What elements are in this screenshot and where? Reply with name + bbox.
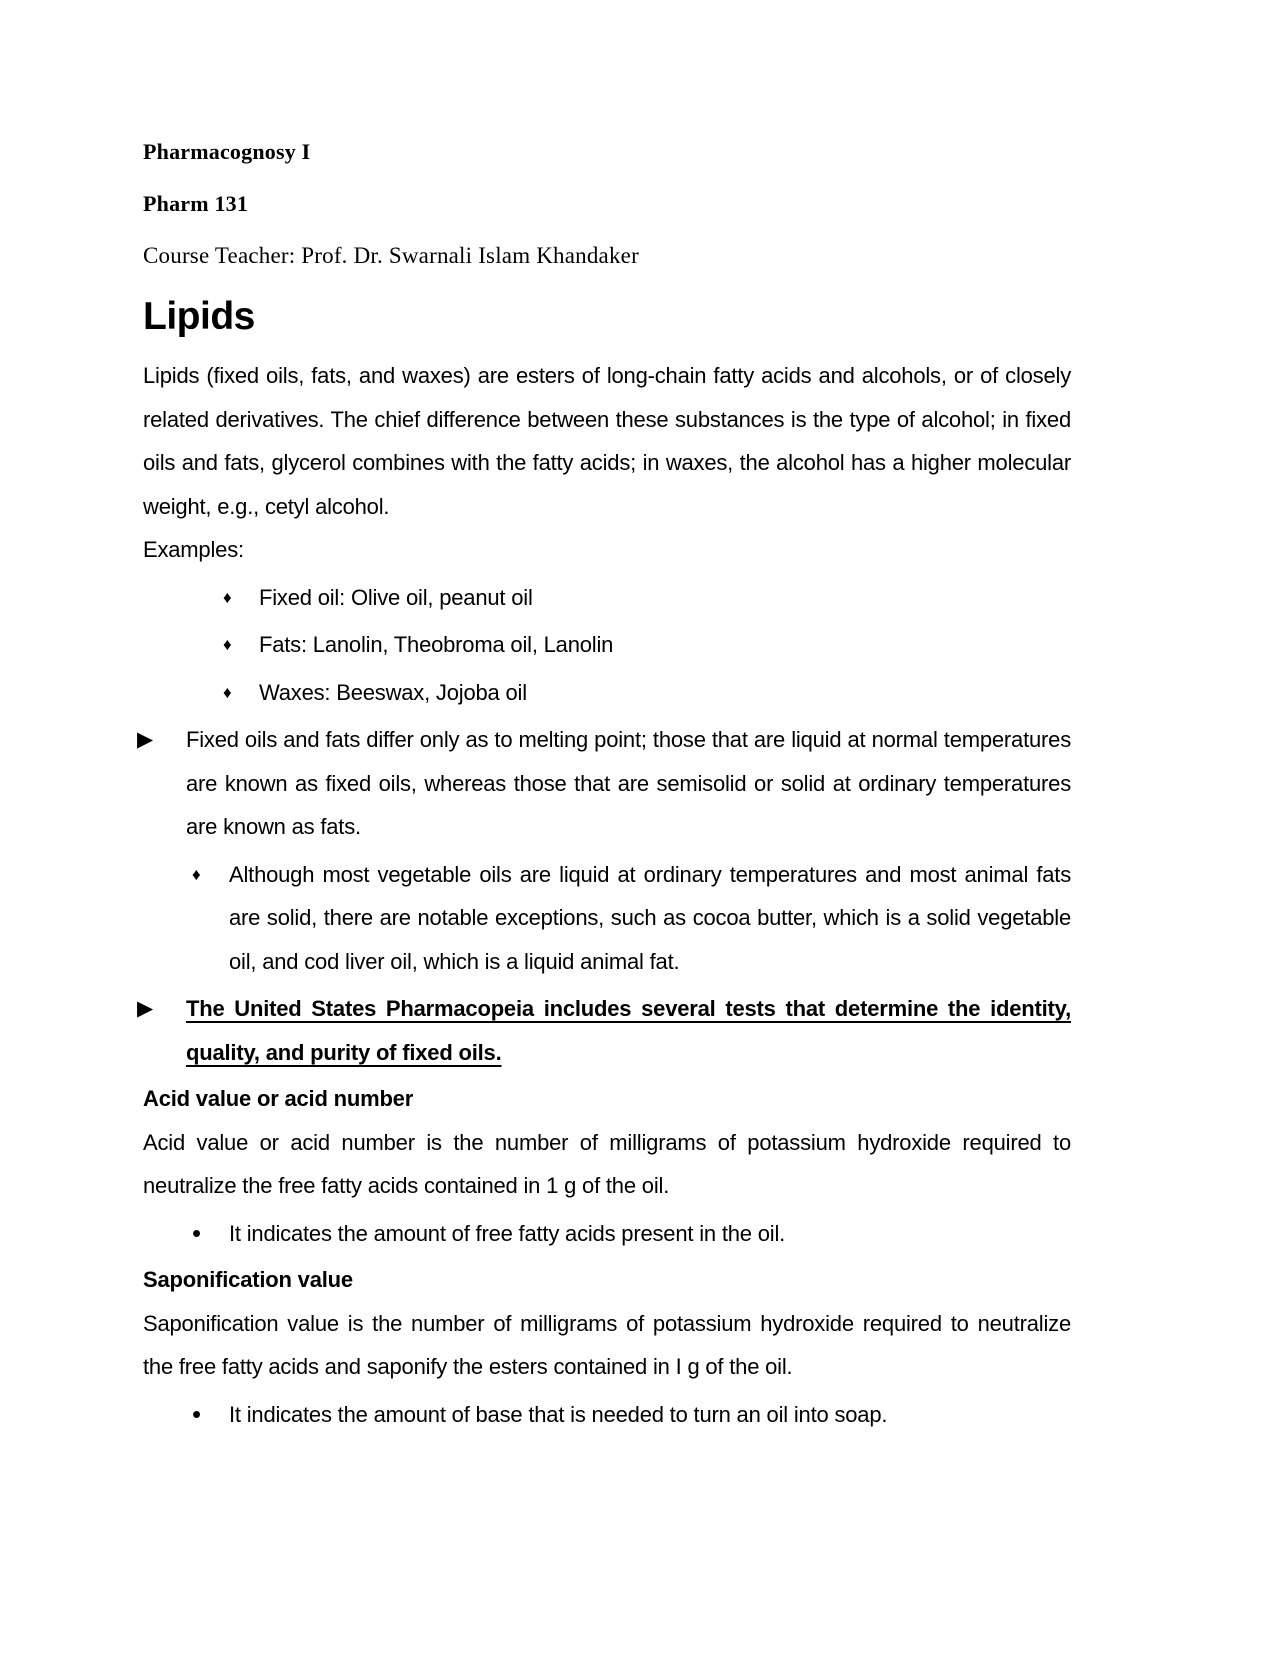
point-exceptions [143,853,1071,984]
list-item-text: Fats: Lanolin, Theobroma oil, Lanolin [259,632,614,657]
examples-label: Examples: [143,537,244,562]
round-bullet-icon: • [192,1398,201,1429]
acid-value-bullet [143,1212,1071,1256]
list-item-waxes [143,671,1071,715]
list-item-fats [143,623,1071,667]
point-text-emphasized: The United States Pharmacopeia includes several tests that determine the identity, quality, and purity of fixed oils. [186,996,1071,1065]
course-teacher: Course Teacher: Prof. Dr. Swarnali Islam Khandaker [143,243,639,268]
diamond-bullet-icon: ♦ [223,635,232,654]
list-item-fixed-oil [143,576,1071,620]
acid-value-heading: Acid value or acid number [143,1086,414,1111]
bullet-text: It indicates the amount of base that is needed to turn an oil into soap. [229,1401,888,1427]
point-melting [137,718,1071,849]
diamond-bullet-icon: ♦ [223,682,232,702]
course-title: Pharmacognosy I [143,139,311,164]
point-text: Fixed oils and fats differ only as to melting point; those that are liquid at normal temperatures are known as fixed oils, whereas those that are semisolid or solid at ordinary temperatures are known as fats. [186,727,1071,839]
point-text: Although most vegetable oils are liquid at ordinary temperatures and most animal fats are solid, there are notable exceptions, such as cocoa butter, which is a solid vegetable oil, and cod liver oil, which is a liquid animal fat. [229,861,1071,974]
document-content [137,138,1071,1436]
list-item-text: Fixed oil: Olive oil, peanut oil [259,584,533,610]
diamond-bullet-icon: ♦ [192,864,201,884]
arrow-bullet-icon: ▶ [137,728,153,751]
page-title: Lipids [143,295,255,338]
arrow-bullet-icon: ▶ [137,997,153,1020]
round-bullet-icon: • [192,1217,201,1248]
intro-paragraph: Lipids (fixed oils, fats, and waxes) are esters of long-chain fatty acids and alcohols, or of closely related derivatives. The chief difference between these substances is the type of alcohol; in fixed oils and fats, glycerol combines with the fatty acids; in waxes, the alcohol has a higher molecular weight, e.g., cetyl alcohol. [143,363,1071,519]
bullet-text: It indicates the amount of free fatty acids present in the oil. [229,1220,786,1246]
acid-value-paragraph: Acid value or acid number is the number of milligrams of potassium hydroxide required to neutralize the free fatty acids contained in 1 g of the oil. [143,1129,1071,1198]
course-code: Pharm 131 [143,191,249,216]
diamond-bullet-icon: ♦ [223,587,232,607]
saponification-paragraph: Saponification value is the number of milligrams of potassium hydroxide required to neutralize the free fatty acids and saponify the esters contained in I g of the oil. [143,1310,1071,1379]
point-usp [137,987,1071,1074]
saponification-bullet [143,1393,1071,1437]
saponification-heading: Saponification value [143,1267,353,1292]
list-item-text: Waxes: Beeswax, Jojoba oil [259,679,527,705]
